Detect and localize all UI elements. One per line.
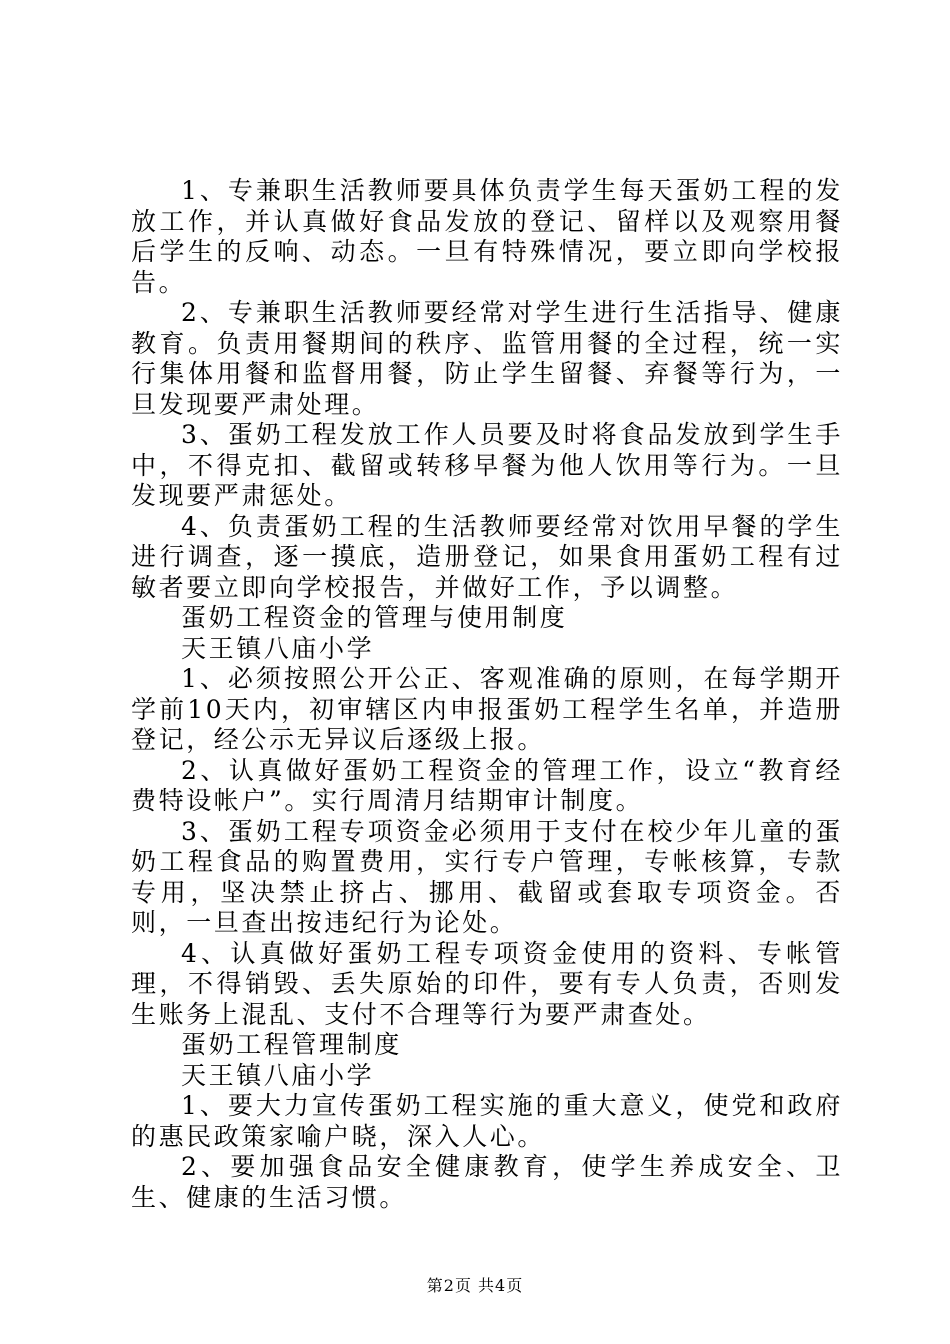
paragraph-funds-4: 4、认真做好蛋奶工程专项资金使用的资料、专帐管理，不得销毁、丢失原始的印件，要有专人负责，否则发生账务上混乱、支付不合理等行为要严肃查处。 xyxy=(131,938,843,1029)
page-number: 第2页 共4页 xyxy=(426,1276,524,1295)
section-title-funds: 蛋奶工程资金的管理与使用制度 xyxy=(181,603,568,632)
paragraph-4: 4、负责蛋奶工程的生活教师要经常对饮用早餐的学生进行调查，逐一摸底，造册登记，如果食用蛋奶工程有过敏者要立即向学校报告，并做好工作，予以调整。 xyxy=(131,511,843,602)
paragraph-funds-2: 2、认真做好蛋奶工程资金的管理工作，设立“教育经费特设帐户”。实行周清月结期审计制度。 xyxy=(131,755,843,815)
school-name: 天王镇八庙小学 xyxy=(181,633,375,663)
paragraph-2: 2、专兼职生活教师要经常对学生进行生活指导、健康教育。负责用餐期间的秩序、监管用餐的全过程，统一实行集体用餐和监督用餐，防止学生留餐、弃餐等行为，一旦发现要严肃处理。 xyxy=(131,298,843,419)
document-body xyxy=(131,176,843,1213)
section-title-management: 蛋奶工程管理制度 xyxy=(181,1030,402,1059)
paragraph-funds-3: 3、蛋奶工程专项资金必须用于支付在校少年儿童的蛋奶工程食品的购置费用，实行专户管理，专帐核算，专款专用，坚决禁止挤占、挪用、截留或套取专项资金。否则，一旦查出按违纪行为论处。 xyxy=(131,816,843,937)
paragraph-3: 3、蛋奶工程发放工作人员要及时将食品发放到学生手中，不得克扣、截留或转移早餐为他人饮用等行为。一旦发现要严肃惩处。 xyxy=(131,420,843,510)
paragraph-management-1: 1、要大力宣传蛋奶工程实施的重大意义，使党和政府的惠民政策家喻户晓，深入人心。 xyxy=(131,1091,843,1151)
school-name: 天王镇八庙小学 xyxy=(181,1060,375,1090)
paragraph-management-2: 2、要加强食品安全健康教育，使学生养成安全、卫生、健康的生活习惯。 xyxy=(131,1152,843,1212)
paragraph-funds-1: 1、必须按照公开公正、客观准确的原则，在每学期开学前10天内，初审辖区内申报蛋奶工程学生名单，并造册登记，经公示无异议后逐级上报。 xyxy=(131,664,843,754)
paragraph-1: 1、专兼职生活教师要具体负责学生每天蛋奶工程的发放工作，并认真做好食品发放的登记、留样以及观察用餐后学生的反响、动态。一旦有特殊情况，要立即向学校报告。 xyxy=(131,176,843,297)
